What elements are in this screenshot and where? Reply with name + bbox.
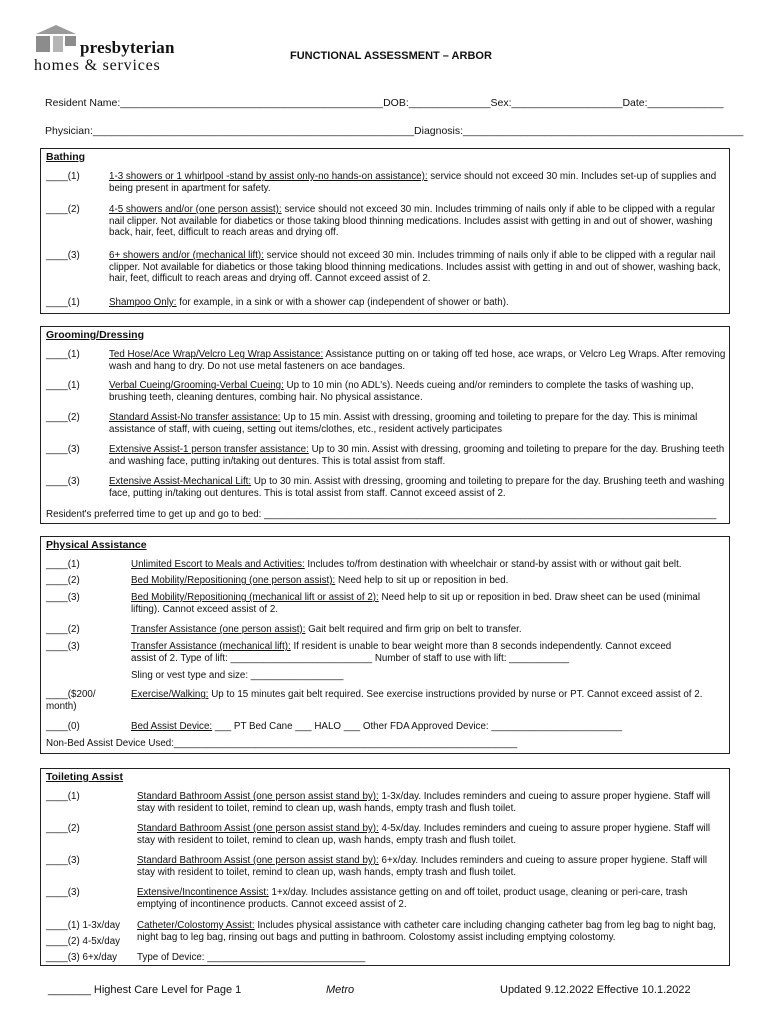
grooming-item-5: Extensive Assist-Mechanical Lift: Up to 30 min. Assist with dressing, grooming and toileting to prepare for the day. Brushing teeth and washing face, putting in/taking out dentures. This is total assist from staff. Cannot exceed assist of 2. — [109, 476, 725, 499]
physical-check-4[interactable]: ____(2) — [46, 624, 80, 635]
catheter-check-1[interactable]: ____(1) 1-3x/day — [46, 920, 121, 931]
exercise-check-2: month) — [46, 701, 77, 712]
exercise-check-1[interactable]: ____($200/ — [46, 689, 96, 700]
bathing-check-2[interactable]: ____(2) — [46, 204, 80, 215]
catheter-check-2[interactable]: ____(2) 4-5x/day — [46, 936, 121, 947]
bathing-item-4: Shampoo Only: for example, in a sink or with a shower cap (independent of shower or bath). — [109, 297, 509, 308]
toileting-item-1: Standard Bathroom Assist (one person assist stand by): 1-3x/day. Includes reminders and cueing to assure proper hygiene. Staff will stay with resident to toilet, remind to clean up, wash hands, empty trash and flush toilet. — [137, 791, 711, 814]
resident-info-line[interactable]: Resident Name:_____________________________________________DOB:______________Sex:___________________Date:_____________ — [45, 97, 724, 109]
logo-text-line2: homes & services — [34, 57, 161, 74]
toileting-item-2: Standard Bathroom Assist (one person assist stand by): 4-5x/day. Includes reminders and cueing to assure proper hygiene. Staff will stay with resident to toilet, remind to clean up, wash hands, empty trash and flush toilet. — [137, 823, 711, 846]
grooming-item-2: Verbal Cueing/Grooming-Verbal Cueing: Up to 10 min (no ADL's). Needs cueing and/or reminders to complete the tasks of washing up, brushing teeth, cleaning dentures, combing hair. No physical assistance. — [109, 380, 694, 403]
bathing-item-3: 6+ showers and/or (mechanical lift): service should not exceed 30 min. Includes trimming of nails only if able to be clipped with a regular nail clipper. Not available for diabetics or those taking blood thinning medications. Includes assist with getting in and out of shower, washing back, hair, feet, difficult to reach areas and drying off. Cannot exceed assist of 2. — [109, 250, 721, 285]
physical-check-5[interactable]: ____(3) — [46, 641, 80, 652]
physical-check-1[interactable]: ____(1) — [46, 559, 80, 570]
grooming-check-3[interactable]: ____(2) — [46, 412, 80, 423]
section-title-grooming: Grooming/Dressing — [46, 329, 145, 341]
toileting-section — [40, 768, 730, 966]
catheter-item: Catheter/Colostomy Assist: Includes physical assistance with catheter care including changing catheter bag from leg bag to night bag, night bag to leg bag, rinsing out bags and putting in bathroom. Colostomy assist including emptying colostomy. — [137, 920, 716, 943]
physical-item-4: Transfer Assistance (one person assist): Gait belt required and firm grip on belt to transfer. — [131, 624, 522, 635]
physical-item-5: Transfer Assistance (mechanical lift): If resident is unable to bear weight more than 8 seconds independently. Cannot exceed — [131, 641, 672, 652]
highest-care-level[interactable]: _______ Highest Care Level for Page 1 — [48, 984, 242, 996]
toileting-check-1[interactable]: ____(1) — [46, 791, 80, 802]
grooming-item-3: Standard Assist-No transfer assistance: Up to 15 min. Assist with dressing, grooming and toileting to prepare for the day. This is minimal assistance of staff, with cueing, setting out items/clothes, etc., resident actively participates — [109, 412, 698, 435]
bathing-check-3[interactable]: ____(3) — [46, 250, 80, 261]
section-title-physical: Physical Assistance — [46, 539, 147, 551]
toileting-item-4: Extensive/Incontinence Assist: 1+x/day. Includes assistance getting on and off toilet, product usage, cleaning or peri-care, trash emptying of incontinence products. Cannot exceed assist of 2. — [137, 887, 688, 910]
footer-metro: Metro — [326, 984, 355, 996]
preferred-time-line[interactable]: Resident's preferred time to get up and go to bed: ___________________________________________________________________________________ — [46, 509, 717, 520]
physical-item-1: Unlimited Escort to Meals and Activities: Includes to/from destination with wheelchair or stand-by assist with or without gait belt. — [131, 559, 682, 570]
section-title-toileting: Toileting Assist — [46, 771, 124, 783]
bed-device-check[interactable]: ____(0) — [46, 721, 80, 732]
section-title-bathing: Bathing — [46, 151, 86, 163]
lift-type-line[interactable]: assist of 2. Type of lift: __________________________ Number of staff to use with lift: ___________ — [131, 653, 570, 664]
grooming-check-2[interactable]: ____(1) — [46, 380, 80, 391]
bathing-section — [40, 148, 730, 314]
toileting-check-3[interactable]: ____(3) — [46, 855, 80, 866]
grooming-item-4: Extensive Assist-1 person transfer assistance: Up to 30 min. Assist with dressing, grooming and toileting to prepare for the day. Brushing teeth and washing face, putting in/taking out dentures. This is total assist from staff. — [109, 444, 725, 467]
catheter-check-3[interactable]: ____(3) 6+x/day — [46, 952, 118, 963]
physical-item-3: Bed Mobility/Repositioning (mechanical lift or assist of 2): Need help to sit up or reposition in bed. Draw sheet can be used (minimal lifting). Cannot exceed assist of 2. — [131, 592, 701, 615]
toileting-check-4[interactable]: ____(3) — [46, 887, 80, 898]
bathing-item-2: 4-5 showers and/or (one person assist): service should not exceed 30 min. Includes trimming of nails only if able to be clipped with a regular nail clipper. Not available for diabetics or those taking blood thinning medications. Includes assist with getting in and out of shower, washing back, hair, feet, difficult to reach areas and drying off. — [109, 204, 716, 239]
exercise-item: Exercise/Walking: Up to 15 minutes gait belt required. See exercise instructions provided by nurse or PT. Cannot exceed assist of 2. — [131, 689, 703, 700]
grooming-item-1: Ted Hose/Ace Wrap/Velcro Leg Wrap Assistance: Assistance putting on or taking off ted hose, ace wraps, or Velcro Leg Wraps. After removing wash and hang to dry. Do not use metal fasteners on ace bandages. — [109, 349, 726, 372]
grooming-section — [40, 326, 730, 524]
device-type-line[interactable]: Type of Device: _____________________________ — [137, 952, 366, 963]
bed-device-item[interactable]: Bed Assist Device: ___ PT Bed Cane ___ HALO ___ Other FDA Approved Device: ________________________ — [131, 721, 623, 732]
bathing-item-1: 1-3 showers or 1 whirlpool -stand by assist only-no hands-on assistance): service should not exceed 30 min. Includes set-up of supplies and being present in apartment for safety. — [109, 171, 717, 194]
physical-item-2: Bed Mobility/Repositioning (one person assist): Need help to sit up or reposition in bed. — [131, 575, 509, 586]
logo-mark — [34, 24, 78, 54]
grooming-check-1[interactable]: ____(1) — [46, 349, 80, 360]
physical-section — [40, 536, 730, 754]
non-bed-device-line[interactable]: Non-Bed Assist Device Used:_______________________________________________________________ — [46, 738, 518, 749]
bathing-check-4[interactable]: ____(1) — [46, 297, 80, 308]
toileting-item-3: Standard Bathroom Assist (one person assist stand by): 6+x/day. Includes reminders and cueing to assure proper hygiene. Staff will stay with resident to toilet, remind to clean up, wash hands, empty trash and flush toilet. — [137, 855, 708, 878]
page-title: FUNCTIONAL ASSESSMENT – ARBOR — [290, 50, 492, 62]
toileting-check-2[interactable]: ____(2) — [46, 823, 80, 834]
logo-text-line1: presbyterian — [80, 38, 175, 57]
physical-check-3[interactable]: ____(3) — [46, 592, 80, 603]
grooming-check-5[interactable]: ____(3) — [46, 476, 80, 487]
grooming-check-4[interactable]: ____(3) — [46, 444, 80, 455]
physical-check-2[interactable]: ____(2) — [46, 575, 80, 586]
physician-diagnosis-line[interactable]: Physician:_______________________________________________________Diagnosis:________________________________________________ — [45, 125, 744, 137]
sling-line[interactable]: Sling or vest type and size: _________________ — [131, 670, 344, 681]
bathing-check-1[interactable]: ____(1) — [46, 171, 80, 182]
footer-updated: Updated 9.12.2022 Effective 10.1.2022 — [500, 984, 691, 996]
